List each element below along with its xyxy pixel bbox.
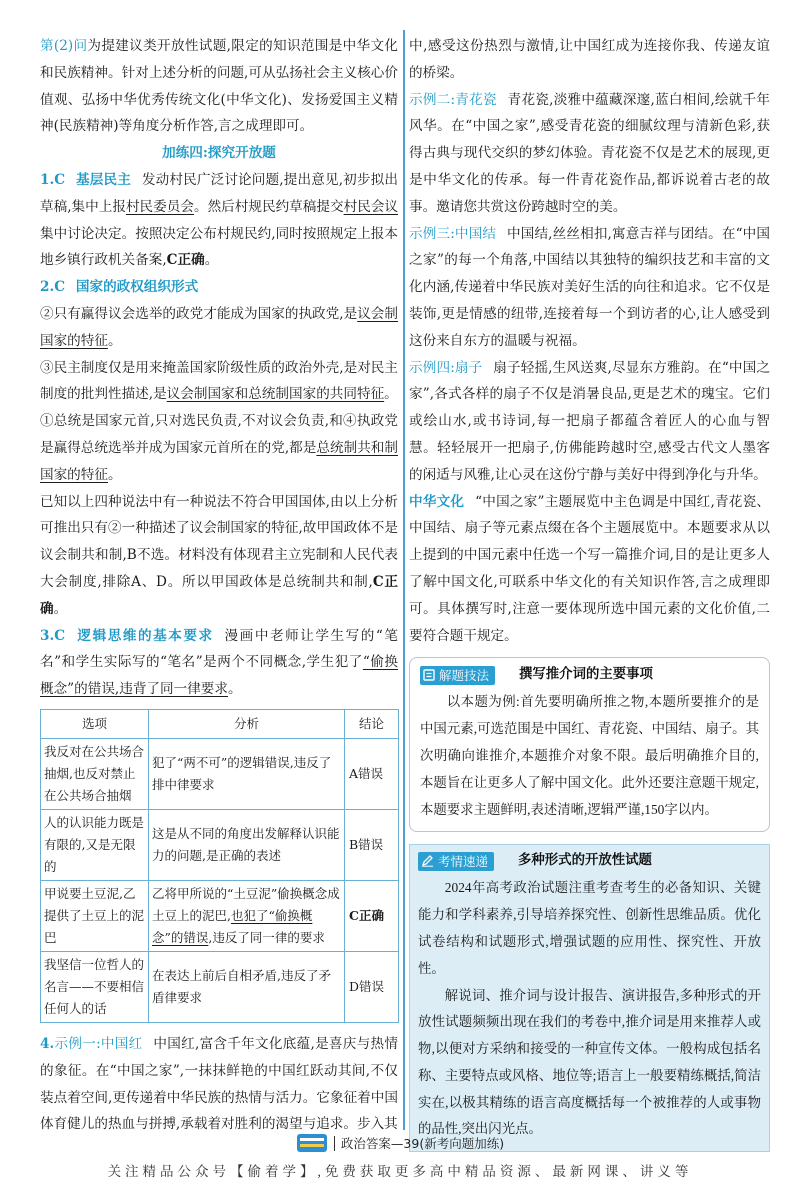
- q1-number: 1.C: [40, 171, 66, 188]
- q2-answer: C正确: [40, 573, 398, 617]
- table-cell-analysis: 在表达上前后自相矛盾,违反了矛盾律要求: [149, 951, 345, 1022]
- analysis-table: [40, 709, 399, 1023]
- q2-number: 2.C: [40, 279, 66, 296]
- table-header-row: [41, 709, 399, 738]
- q2-p2-text: ③民主制度仅是用来掩盖国家阶级性质的政治外壳,是对民主制度的批判性描述,是: [40, 359, 398, 403]
- q2-p3-text: ①总统是国家元首,只对选民负责,不对议会负责,和④执政党是赢得总统选举并成为国家元首所在的党,都是: [40, 413, 398, 456]
- tip-box-title: 撰写推介词的主要事项: [519, 666, 653, 682]
- q2-p1-underline: 议会制国家的特征: [40, 305, 399, 349]
- table-analysis-underline: 也犯了“偷换概念”的错误: [152, 907, 313, 945]
- tip-box: [409, 657, 770, 832]
- table-cell-analysis: 这是从不同的角度出发解释认识能力的问题,是正确的表述: [149, 809, 345, 880]
- news-box-paragraph: 2024年高考政治试题注重考查考生的必备知识、关键能力和学科素养,引导培养探究性、创新性思维品质。优化试卷结构和试题形式,增强试题的应用性、探究性、开放性。: [418, 880, 761, 976]
- example-4: [409, 355, 770, 489]
- tip-box-header: [420, 661, 759, 689]
- q2-p3-underline: 总统制共和制国家的特征: [40, 439, 398, 483]
- example-text: 扇子轻摇,生风送爽,尽显东方雅韵。在“中国之家”,各式各样的扇子不仅是消暑良品,更是艺术的瑰宝。它们或绘山水,或书诗词,每一把扇子都蕴含着匠人的心血与智慧。轻轻展开一把扇子,仿佛能跨越时空,感受古代文人墨客的闲适与风雅,让心灵在这份宁静与美好中得到净化与升华。: [409, 359, 770, 483]
- table-row: [41, 880, 399, 951]
- news-box: [409, 844, 770, 1152]
- q1-underline-b: 村民会议: [343, 198, 399, 215]
- q3-number: 3.C: [40, 627, 66, 644]
- q2-p4-text: 已知以上四种说法中有一种说法不符合甲国国体,由以上分析可推出只有②一种描述了议会制国家的特征,故甲国政体不是议会制共和制,B不选。材料没有体现君主立宪制和人民代表大会制度,排除A、D。所以甲国政体是总统制共和制,: [40, 493, 398, 590]
- footer-notice: 关注精品公众号【偷着学】,免费获取更多高中精品资源、最新网课、讲义等: [107, 1164, 693, 1179]
- intro-text: 为提建议类开放性试题,限定的知识范围是中华文化和民族精神。针对上述分析的问题,可从弘扬社会主义核心价值观、弘扬中华优秀传统文化(中华文化)、发扬爱国主义精神(民族精神)等角度分析作答,言之成理即可。: [40, 38, 398, 135]
- clipboard-icon: [423, 669, 435, 681]
- q2-p4-end: 。: [53, 600, 68, 617]
- example-text: 中国结,丝丝相扣,寓意吉祥与团结。在“中国之家”的每一个角落,中国结以其独特的编织技艺和丰富的文化内涵,传递着中华民族对美好生活的向往和追求。它不仅是装饰,更是情感的纽带,连接着每一个到访者的心,让人感受到这份来自东方的温暖与祝福。: [409, 225, 770, 349]
- table-header-conclusion: 结论: [345, 709, 399, 738]
- table-analysis-part-b: ,违反了同一律的要求: [208, 929, 325, 945]
- q1-topic: 基层民主: [75, 171, 131, 188]
- tip-box-text: 以本题为例:首先要明确所推之物,本题所要推介的是中国元素,可选范围是中国红、青花瓷、中国结、扇子。其次明确向谁推介,本题推介对象不限。最后明确推介目的,本题旨在让更多人了解中国文化。此外还要注意题干规定,本题要求主题鲜明,表述清晰,逻辑严谨,150字以内。: [420, 694, 759, 817]
- q4-continuation: 中,感受这份热烈与激情,让中国红成为连接你我、传递友谊的桥梁。: [409, 38, 770, 81]
- table-header-option: 选项: [41, 709, 149, 738]
- news-box-header: [418, 847, 761, 875]
- tip-tag: [420, 666, 495, 685]
- column-divider: [403, 30, 405, 1130]
- q3-end: 。: [228, 681, 242, 698]
- q2-heading: [40, 274, 398, 301]
- footer-page-label: 政治答案—39: [340, 1136, 420, 1151]
- q1-text-c: 集中讨论决定。按照决定公布村规民约,同时按照规定上报本地乡镇行政机关备案,: [40, 225, 398, 269]
- table-analysis-part-a: 乙将甲所说的“土豆泥”偷换概念成土豆上的泥巴,: [152, 885, 340, 923]
- example-2: [409, 87, 770, 221]
- table-cell-analysis: [149, 880, 345, 951]
- footer-series: (新考向题加练): [419, 1136, 505, 1151]
- q1-text-a: 发动村民广泛讨论问题,提出意见,初步拟出草稿,集中上报: [40, 171, 398, 215]
- analysis-topic: 中华文化: [409, 493, 465, 510]
- table-row: [41, 738, 399, 809]
- news-tag-label: 考情速递: [438, 853, 489, 869]
- q1-underline-a: 村民委员会: [125, 198, 194, 215]
- table-cell-option: 人的认识能力既是有限的,又是无限的: [41, 809, 149, 880]
- pen-icon: [421, 855, 434, 867]
- q3-topic: 逻辑思维的基本要求: [75, 627, 214, 644]
- table-cell-option: 甲说要土豆泥,乙提供了土豆上的泥巴: [41, 880, 149, 951]
- left-column: [40, 33, 398, 1138]
- example-text: 青花瓷,淡雅中蕴藏深邃,蓝白相间,绘就千年风华。在“中国之家”,感受青花瓷的细腻纹理与清新色彩,获得古典与现代交织的梦幻体验。青花瓷不仅是艺术的展现,更是中华文化的传承。每一件青花瓷作品,都诉说着古老的故事。邀请您共赏这份跨越时空的美。: [409, 91, 770, 215]
- right-column: [409, 33, 770, 1152]
- q4-text: 中国红,富含千年文化底蕴,是喜庆与热情的象征。在“中国之家”,一抹抹鲜艳的中国红跃动其间,不仅装点着空间,更传递着中华民族的热情与活力。它象征着中国体育健儿的热血与拼搏,承载着对胜利的渴望与追求。步入其: [40, 1035, 398, 1133]
- example-label: 示例三:中国结: [409, 225, 497, 242]
- table-cell-option: 我坚信一位哲人的名言——不要相信任何人的话: [41, 951, 149, 1022]
- q2-point-3: [40, 355, 398, 409]
- tip-tag-label: 解题技法: [439, 667, 490, 683]
- q1-answer: C正确: [166, 252, 205, 269]
- analysis-paragraph: [409, 489, 770, 650]
- table-cell-analysis: 犯了“两不可”的逻辑错误,违反了排中律要求: [149, 738, 345, 809]
- intro-question-ref: 第(2)问: [40, 38, 88, 54]
- q2-p3-end: 。: [107, 466, 122, 483]
- q2-p1-text: ②只有赢得议会选举的政党才能成为国家的执政党,是: [40, 305, 358, 322]
- example-label: 示例二:青花瓷: [409, 91, 497, 108]
- table-cell-conclusion: D错误: [345, 951, 399, 1022]
- table-row: [41, 809, 399, 880]
- table-cell-conclusion: A错误: [345, 738, 399, 809]
- table-cell-option: 我反对在公共场合抽烟,也反对禁止在公共场合抽烟: [41, 738, 149, 809]
- example-3: [409, 221, 770, 355]
- q2-conclusion: [40, 489, 398, 623]
- section-title: 加练四:探究开放题: [162, 145, 276, 162]
- footer: [0, 1132, 800, 1154]
- q1-paragraph: [40, 167, 398, 274]
- example-label: 示例四:扇子: [409, 359, 483, 376]
- news-box-paragraph: 解说词、推介词与设计报告、演讲报告,多种形式的开放性试题频频出现在我们的考卷中,推介词是用来推荐人或物,以便对方采纳和接受的一种宣传文体。一般构成包括名称、主要特点或风格、地位等;语言上一般要精练概括,简洁实在,以极其精练的语言高度概括每一个被推荐的人或事物的品性,突出闪光点。: [418, 987, 761, 1137]
- q3-underline: “偷换概念”的错误,违背了同一律要求: [40, 654, 399, 698]
- analysis-text: “中国之家”主题展览中主色调是中国红,青花瓷、中国结、扇子等元素点缀在各个主题展览中。本题要求从以上提到的中国元素中任选一个写一篇推介词,目的是让更多人了解中国文化,可联系中华文化的有关知识作答,言之成理即可。具体撰写时,注意一要体现所选中国元素的文化价值,二要符合题干规定。: [409, 493, 771, 644]
- news-tag: [418, 852, 494, 871]
- table-cell-conclusion: B错误: [345, 809, 399, 880]
- q3-text: 漫画中老师让学生写的“笔名”和学生实际写的“笔名”是两个不同概念,学生犯了: [40, 627, 399, 671]
- q3-paragraph: [40, 623, 398, 703]
- news-box-title: 多种形式的开放性试题: [518, 852, 652, 868]
- q2-p2-end: 。: [384, 386, 398, 403]
- intro-paragraph: [40, 33, 398, 140]
- q1-text-d: 。: [204, 252, 219, 269]
- q2-point-2: [40, 301, 398, 355]
- q2-p2-underline: 议会制国家和总统制国家的共同特征: [166, 386, 385, 403]
- q4-example-label: 示例一:中国红: [54, 1035, 143, 1052]
- publisher-logo: [296, 1133, 328, 1153]
- q4-paragraph: [40, 1031, 398, 1138]
- q2-p1-end: 。: [107, 332, 122, 349]
- q4-number: 4.: [40, 1035, 55, 1052]
- q2-topic: 国家的政权组织形式: [75, 279, 199, 296]
- footer-separator: [334, 1136, 335, 1151]
- table-cell-conclusion: C正确: [345, 880, 399, 951]
- table-row: [41, 951, 399, 1022]
- table-header-analysis: 分析: [149, 709, 345, 738]
- q1-text-b: 。然后村规民约草稿提交: [193, 198, 344, 215]
- q2-point-1-4: [40, 408, 398, 488]
